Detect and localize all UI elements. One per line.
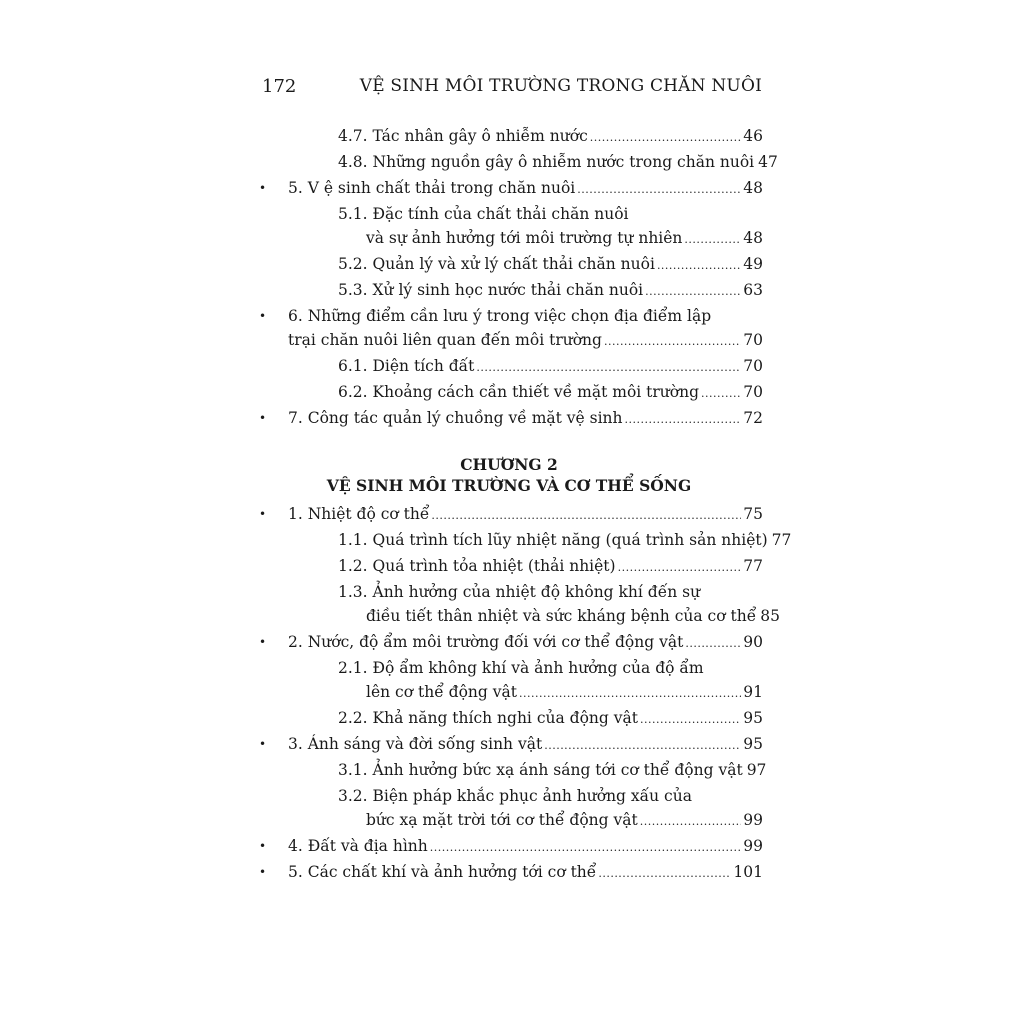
toc-entry — [255, 202, 763, 252]
dot-leader — [701, 382, 741, 406]
toc-entry-page: 95 — [743, 735, 763, 753]
toc-entry-page: 46 — [743, 127, 763, 145]
toc-entry-page: 99 — [743, 811, 763, 829]
toc-entry-title: 5. V ệ sinh chất thải trong chăn nuôi — [288, 179, 576, 197]
toc-entry-title: lên cơ thể động vật — [366, 683, 517, 701]
dot-leader — [640, 810, 742, 834]
dot-leader — [598, 862, 731, 886]
toc-section-chapter-1 — [255, 124, 778, 432]
toc-section-chapter-2 — [255, 502, 792, 886]
toc-entry-page: 75 — [743, 505, 763, 523]
dot-leader — [684, 228, 741, 252]
dot-leader — [625, 408, 742, 432]
dot-leader — [645, 280, 741, 304]
table-of-contents — [255, 124, 792, 886]
toc-entry — [255, 630, 763, 656]
chapter-title: VỆ SINH MÔI TRƯỜNG VÀ CƠ THỂ SỐNG — [326, 476, 692, 495]
toc-entry — [255, 502, 763, 528]
toc-entry-page: 95 — [743, 709, 763, 727]
toc-entry-title-line: 1.3. Ảnh hưởng của nhiệt độ không khí đến sự — [338, 583, 701, 601]
toc-entry-title: 7. Công tác quản lý chuồng về mặt vệ sinh — [288, 409, 623, 427]
toc-entry-title: 2. Nước, độ ẩm môi trường đối với cơ thể động vật — [288, 633, 684, 651]
toc-entry-page: 70 — [743, 331, 763, 349]
toc-entry — [255, 834, 763, 860]
toc-entry-title: 1. Nhiệt độ cơ thể — [288, 505, 430, 523]
page-number: 172 — [262, 76, 297, 97]
bullet-icon: • — [259, 865, 267, 879]
toc-entry-page: 48 — [743, 179, 763, 197]
dot-leader — [431, 504, 741, 528]
dot-leader — [685, 632, 741, 656]
toc-entry-title: bức xạ mặt trời tới cơ thể động vật — [366, 811, 638, 829]
dot-leader — [430, 836, 742, 860]
toc-entry-title-line: 2.1. Độ ẩm không khí và ảnh hưởng của độ ẩm — [338, 659, 704, 677]
toc-entry — [255, 528, 792, 554]
bullet-icon: • — [259, 839, 267, 853]
toc-entry-title: và sự ảnh hưởng tới môi trường tự nhiên — [366, 229, 683, 247]
toc-entry — [255, 554, 763, 580]
toc-entry — [255, 380, 763, 406]
toc-entry-title: 6.2. Khoảng cách cần thiết về mặt môi trường — [338, 383, 700, 401]
toc-entry — [255, 406, 763, 432]
toc-entry-page: 47 — [758, 153, 778, 171]
chapter-heading — [255, 454, 763, 496]
toc-entry-page: 77 — [743, 557, 763, 575]
toc-entry-title: 4. Đất và địa hình — [288, 837, 428, 855]
toc-entry-title: 2.2. Khả năng thích nghi của động vật — [338, 709, 638, 727]
toc-entry — [255, 354, 763, 380]
toc-entry — [255, 176, 763, 202]
toc-entry-title: 5.3. Xử lý sinh học nước thải chăn nuôi — [338, 281, 644, 299]
toc-entry-page: 70 — [743, 383, 763, 401]
toc-entry-title: 3. Ánh sáng và đời sống sinh vật — [288, 735, 543, 753]
toc-entry-title: 5. Các chất khí và ảnh hưởng tới cơ thể — [288, 863, 597, 881]
toc-entry-title: 4.8. Những nguồn gây ô nhiễm nước trong chăn nuôi — [338, 153, 755, 171]
dot-leader — [544, 734, 741, 758]
dot-leader — [618, 556, 742, 580]
bullet-icon: • — [259, 411, 267, 425]
toc-entry-page: 90 — [743, 633, 763, 651]
dot-leader — [640, 708, 741, 732]
toc-entry-title-line: 6. Những điểm cần lưu ý trong việc chọn địa điểm lập — [288, 307, 712, 325]
toc-entry-page: 85 — [760, 607, 780, 625]
toc-entry-page: 99 — [743, 837, 763, 855]
toc-entry — [255, 252, 763, 278]
toc-entry-title: 5.2. Quản lý và xử lý chất thải chăn nuôi — [338, 255, 655, 273]
toc-entry-page: 101 — [733, 863, 763, 881]
toc-entry-page: 49 — [743, 255, 763, 273]
toc-entry-title: 4.7. Tác nhân gây ô nhiễm nước — [338, 127, 588, 145]
toc-entry-title: 6.1. Diện tích đất — [338, 357, 475, 375]
dot-leader — [519, 682, 741, 706]
toc-entry-page: 70 — [743, 357, 763, 375]
toc-entry-title: 1.1. Quá trình tích lũy nhiệt năng (quá trình sản nhiệt) — [338, 531, 768, 549]
toc-entry — [255, 784, 763, 834]
toc-entry — [255, 304, 763, 354]
dot-leader — [590, 126, 741, 150]
toc-entry — [255, 860, 763, 886]
toc-entry — [255, 706, 763, 732]
running-title: VỆ SINH MÔI TRƯỜNG TRONG CHĂN NUÔI — [359, 76, 762, 96]
dot-leader — [577, 178, 741, 202]
toc-entry-page: 77 — [771, 531, 792, 549]
bullet-icon: • — [259, 635, 267, 649]
toc-entry — [255, 278, 763, 304]
bullet-icon: • — [259, 737, 267, 751]
toc-entry-page: 63 — [743, 281, 763, 299]
toc-entry-title-line: 3.2. Biện pháp khắc phục ảnh hưởng xấu của — [338, 787, 692, 805]
toc-entry-page: 48 — [743, 229, 763, 247]
bullet-icon: • — [259, 181, 267, 195]
page-header — [262, 76, 762, 104]
toc-entry — [255, 580, 780, 630]
toc-entry — [255, 656, 763, 706]
bullet-icon: • — [259, 507, 267, 521]
toc-entry — [255, 124, 763, 150]
toc-entry-title: 3.1. Ảnh hưởng bức xạ ánh sáng tới cơ thể động vật — [338, 761, 743, 779]
dot-leader — [476, 356, 741, 380]
toc-entry-page: 91 — [743, 683, 763, 701]
dot-leader — [657, 254, 741, 278]
toc-entry — [255, 150, 778, 176]
toc-entry — [255, 758, 767, 784]
dot-leader — [604, 330, 741, 354]
toc-entry — [255, 732, 763, 758]
bullet-icon: • — [259, 309, 267, 323]
toc-entry-title: trại chăn nuôi liên quan đến môi trường — [288, 331, 602, 349]
toc-entry-title: 1.2. Quá trình tỏa nhiệt (thải nhiệt) — [338, 557, 616, 575]
toc-entry-title: điều tiết thân nhiệt và sức kháng bệnh của cơ thể — [366, 607, 757, 625]
toc-entry-page: 72 — [743, 409, 763, 427]
toc-entry-page: 97 — [746, 761, 767, 779]
chapter-label: CHƯƠNG 2 — [460, 455, 558, 474]
toc-entry-title-line: 5.1. Đặc tính của chất thải chăn nuôi — [338, 205, 629, 223]
